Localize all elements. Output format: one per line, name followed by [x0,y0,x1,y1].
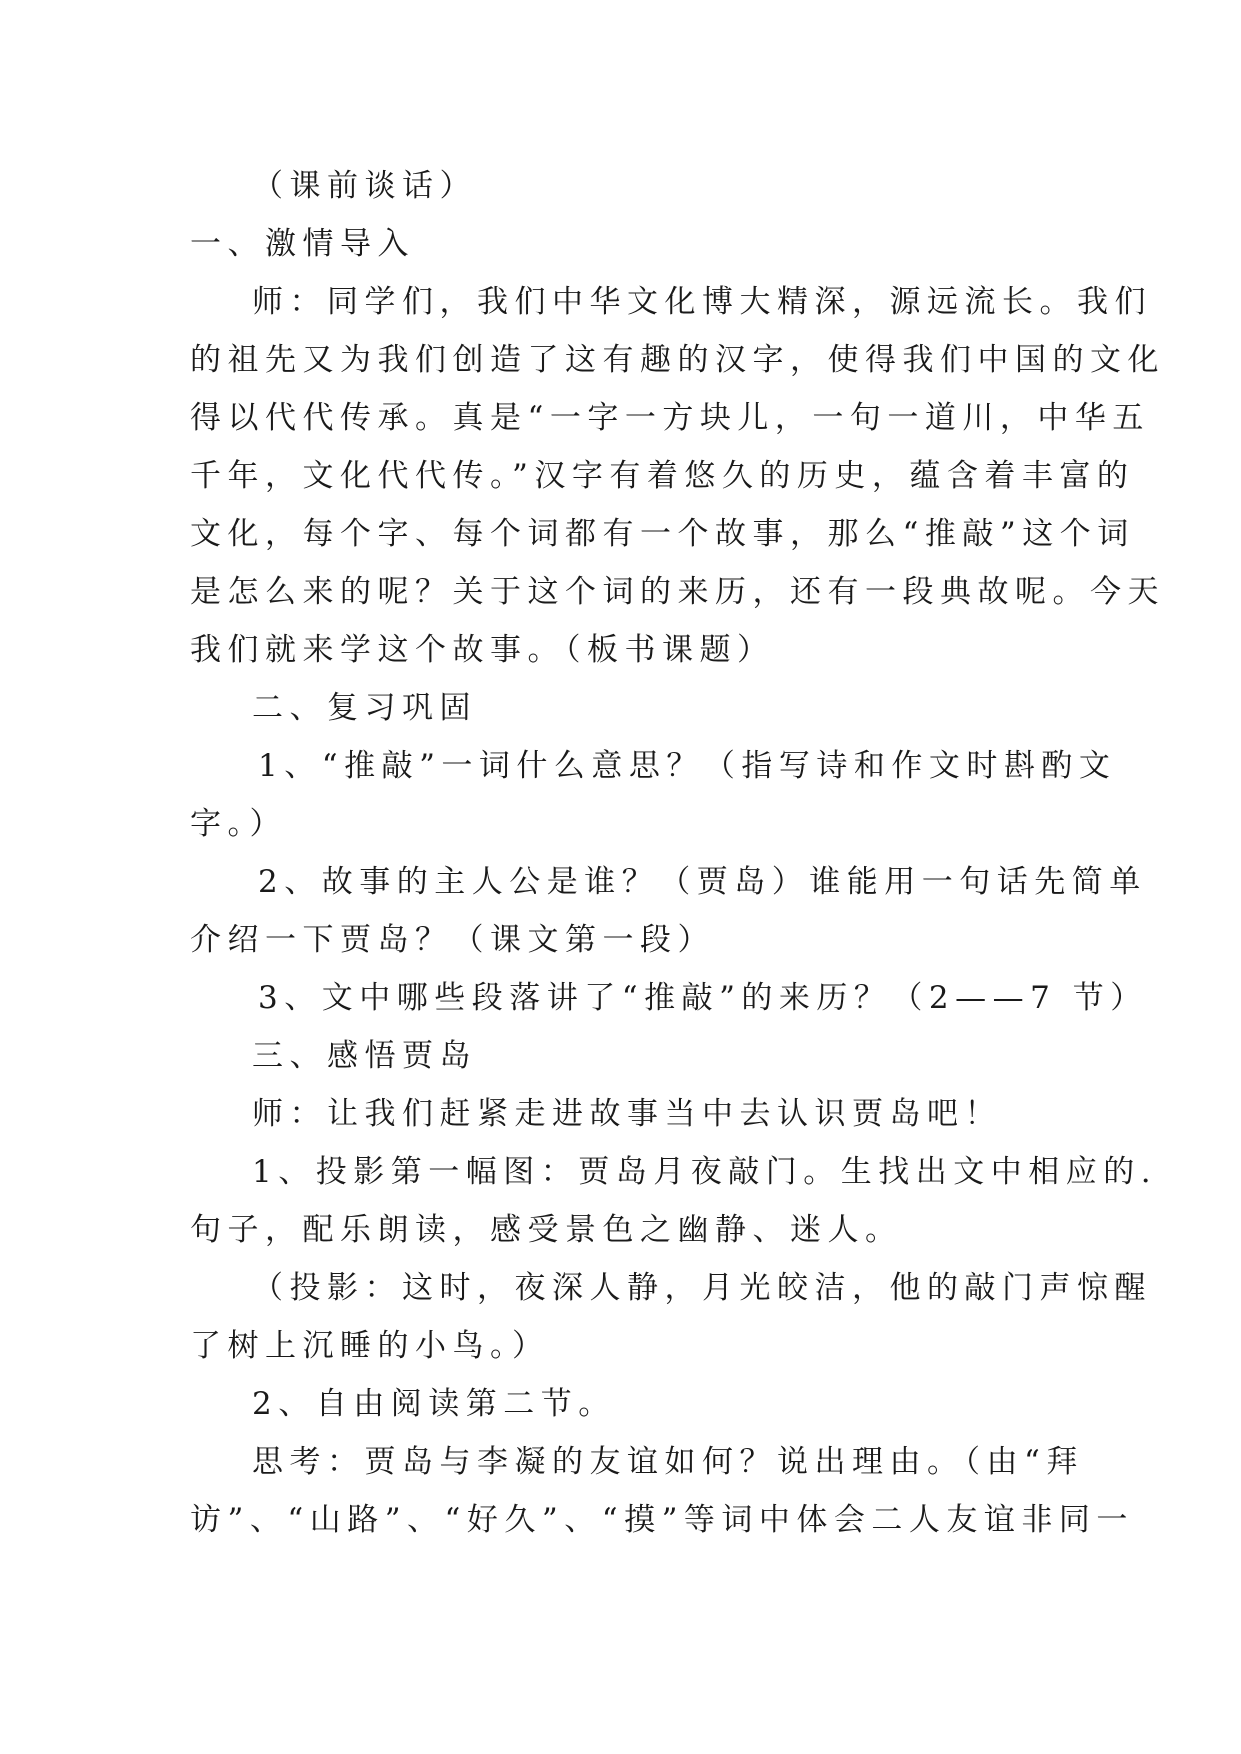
text-line: 我们就来学这个故事。（板书课题） [190,632,775,668]
section-heading: 三、感悟贾岛 [252,1038,477,1074]
text-line: 师：同学们，我们中华文化博大精深，源远流长。我们 [252,284,1152,320]
section-heading: 一、激情导入 [190,226,415,262]
text-line: 介绍一下贾岛？（课文第一段） [190,922,715,958]
text-line: 千年，文化代代传。”汉字有着悠久的历史，蕴含着丰富的 [190,458,1135,494]
text-line: （课前谈话） [252,168,477,204]
text-line: 2、故事的主人公是谁？（贾岛）谁能用一句话先简单 [258,864,1147,900]
text-line: 了树上沉睡的小鸟。） [190,1328,550,1364]
text-line: 是怎么来的呢？关于这个词的来历，还有一段典故呢。今天 [190,574,1165,610]
text-line: 2、自由阅读第二节。 [252,1386,616,1422]
text-line: 字。） [190,806,287,842]
text-line: 1、投影第一幅图：贾岛月夜敲门。生找出文中相应的. [252,1154,1158,1190]
text-line: 师：让我们赶紧走进故事当中去认识贾岛吧！ [252,1096,1002,1132]
text-line: 句子，配乐朗读，感受景色之幽静、迷人。 [190,1212,903,1248]
text-line: 1、“推敲”一词什么意思？（指写诗和作文时斟酌文 [258,748,1117,784]
text-line: 文化，每个字、每个词都有一个故事，那么“推敲”这个词 [190,516,1135,552]
text-line: 得以代代传承。真是“一字一方块儿，一句一道川，中华五 [190,400,1150,436]
text-line: 3、文中哪些段落讲了“推敲”的来历？（2——7 节） [258,980,1148,1016]
text-line: 思考：贾岛与李凝的友谊如何？说出理由。（由“拜 [252,1444,1084,1480]
section-heading: 二、复习巩固 [252,690,477,726]
text-line: 的祖先又为我们创造了这有趣的汉字，使得我们中国的文化 [190,342,1165,378]
text-line: （投影：这时，夜深人静，月光皎洁，他的敲门声惊醒 [252,1270,1152,1306]
text-line: 访”、“山路”、“好久”、“摸”等词中体会二人友谊非同一 [190,1502,1134,1538]
